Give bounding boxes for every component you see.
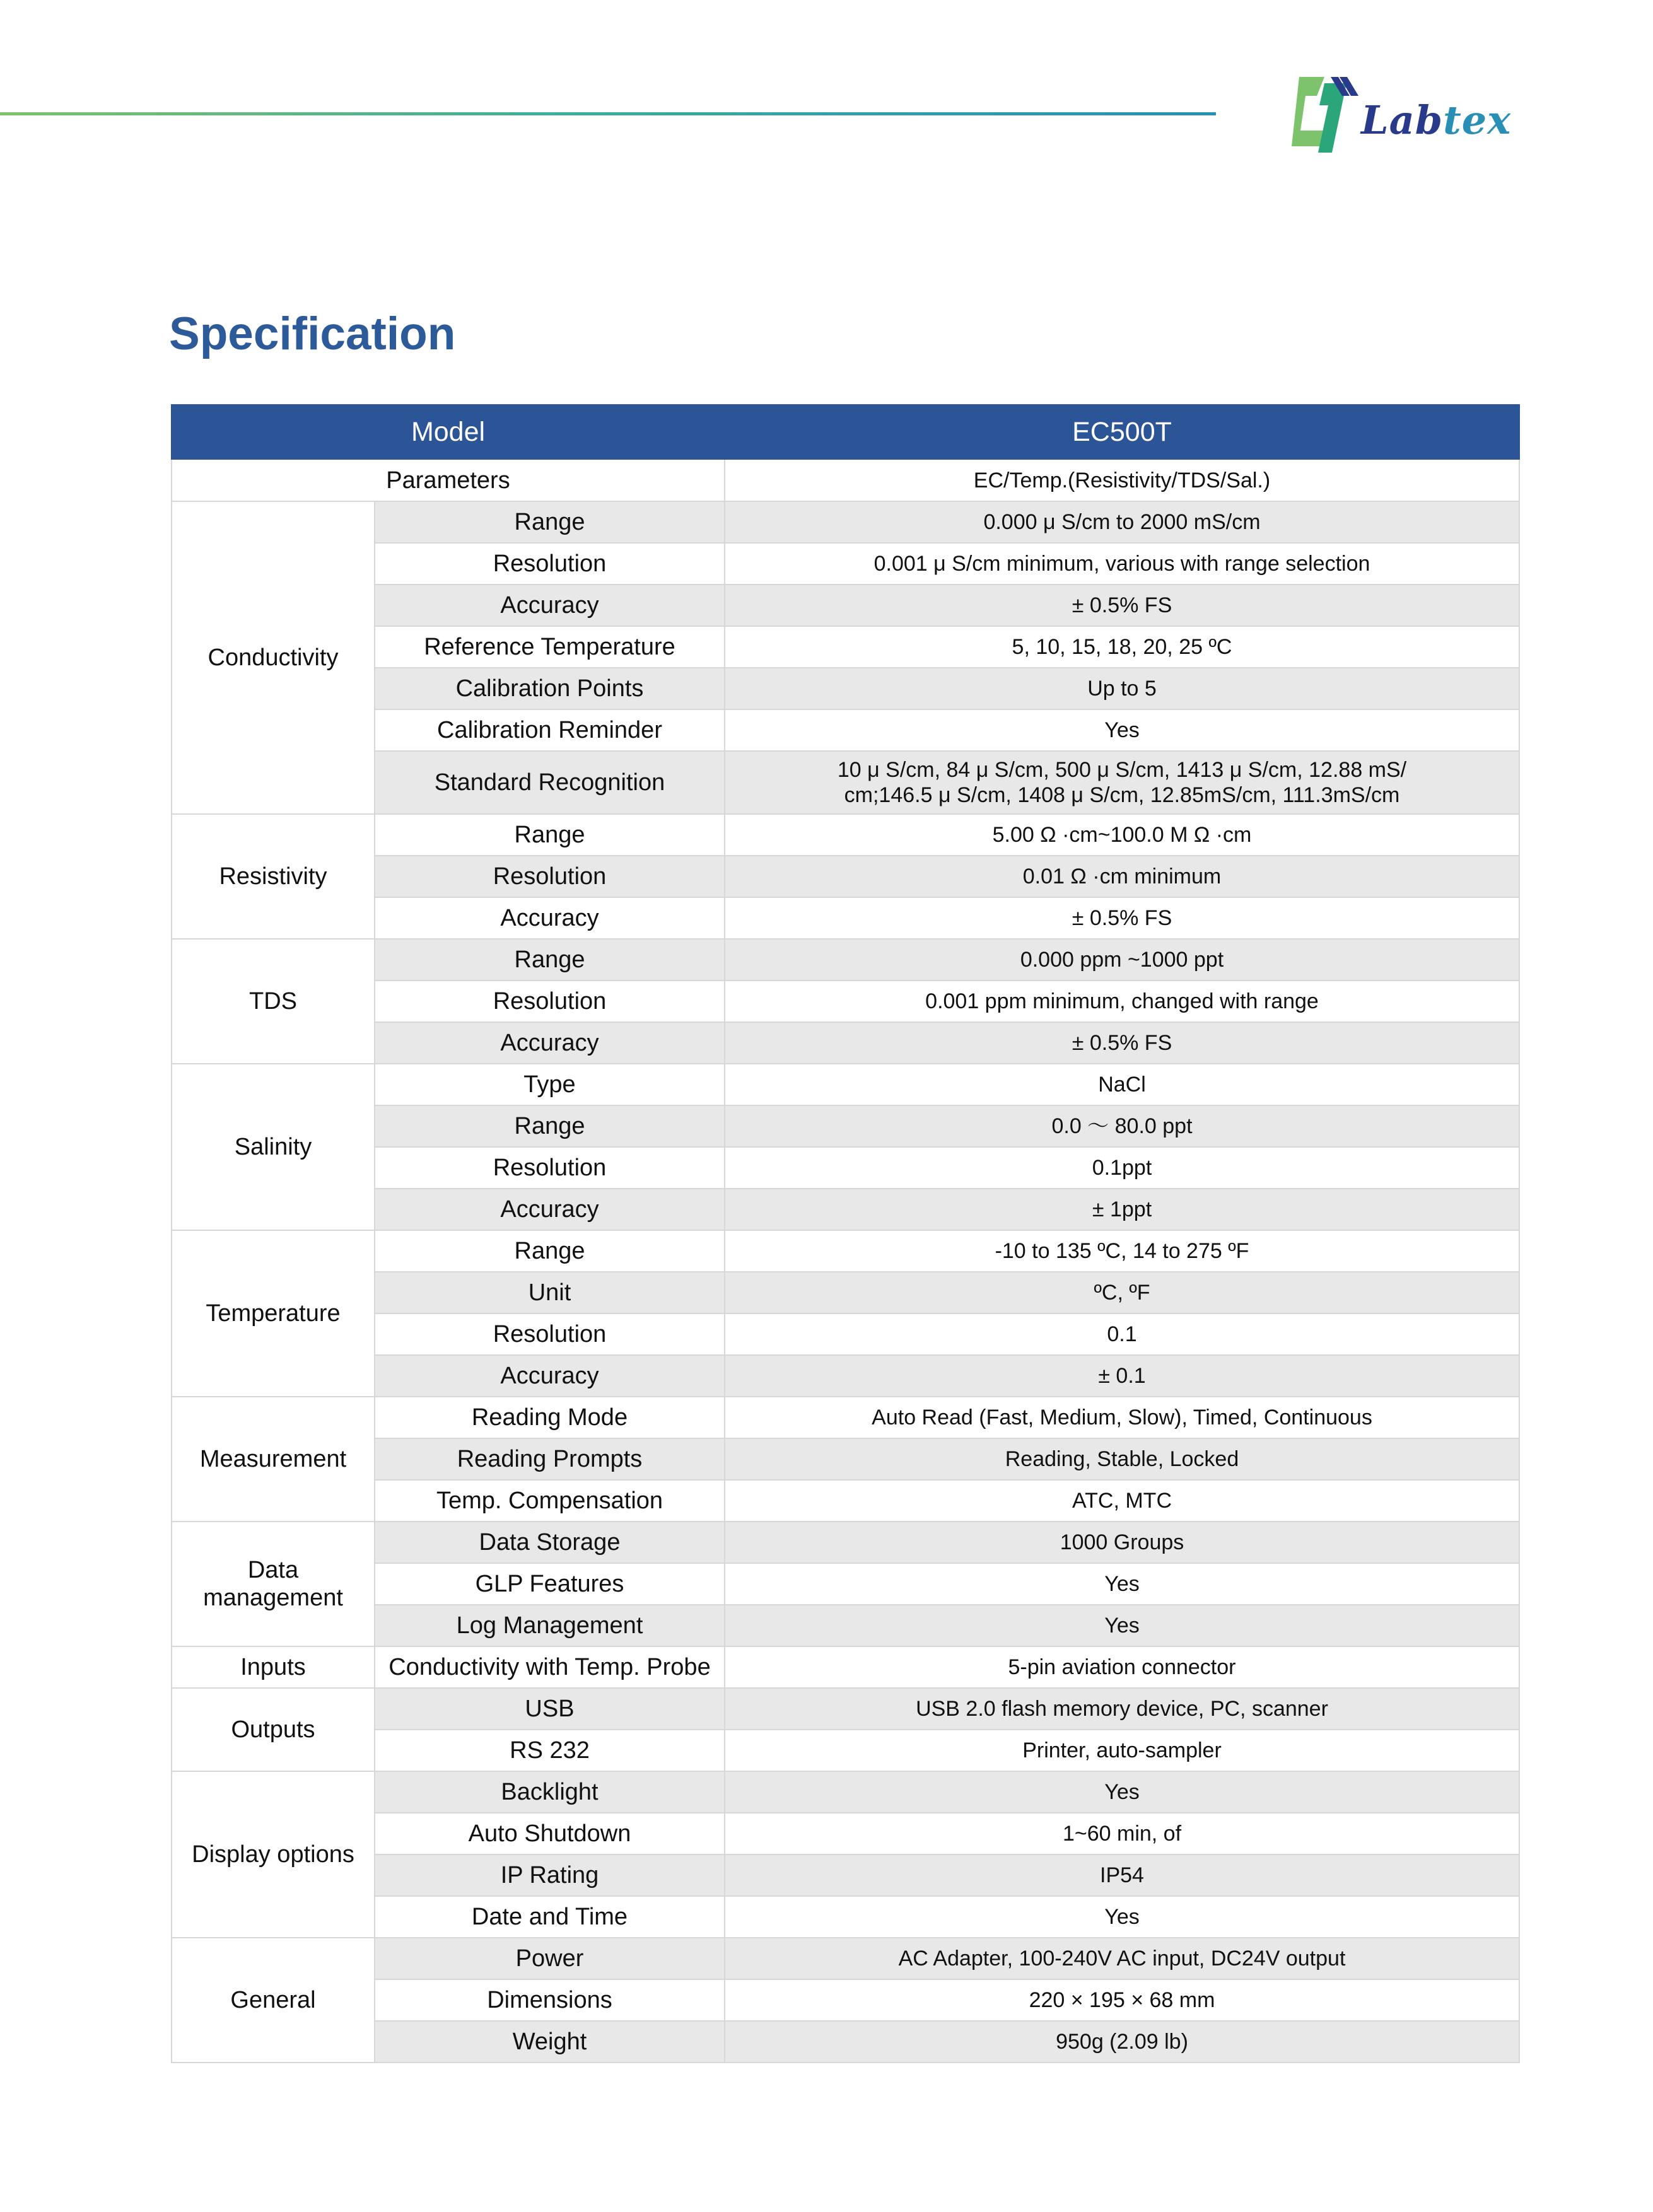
logo-wordmark-part2: tex [1443, 97, 1512, 143]
value-cell: ± 0.1 [725, 1355, 1519, 1397]
category-cell: Data management [172, 1522, 375, 1646]
value-cell: 5, 10, 15, 18, 20, 25 ºC [725, 626, 1519, 668]
specification-table-body [172, 459, 1519, 2063]
parameter-cell: IP Rating [375, 1854, 725, 1896]
value-cell: 0.0 ～ 80.0 ppt [725, 1105, 1519, 1147]
value-cell: 0.000 ppm ~1000 ppt [725, 939, 1519, 981]
value-cell: 1~60 min, of [725, 1813, 1519, 1854]
value-cell: IP54 [725, 1854, 1519, 1896]
category-cell: Temperature [172, 1230, 375, 1397]
parameter-cell: Range [375, 939, 725, 981]
header-model-label: Model [172, 405, 725, 459]
value-cell: 1000 Groups [725, 1522, 1519, 1563]
parameter-cell: Date and Time [375, 1896, 725, 1938]
value-cell: 5-pin aviation connector [725, 1646, 1519, 1688]
value-cell: 0.01 Ω ·cm minimum [725, 856, 1519, 897]
parameters-value: EC/Temp.(Resistivity/TDS/Sal.) [725, 459, 1519, 501]
header-model-value: EC500T [725, 405, 1519, 459]
value-cell: Yes [725, 709, 1519, 751]
parameter-cell: Accuracy [375, 585, 725, 626]
value-cell: 5.00 Ω ·cm~100.0 M Ω ·cm [725, 814, 1519, 856]
parameter-cell: Accuracy [375, 1355, 725, 1397]
category-cell: TDS [172, 939, 375, 1064]
parameter-cell: Unit [375, 1272, 725, 1313]
parameter-cell: Resolution [375, 856, 725, 897]
parameter-cell: Weight [375, 2021, 725, 2063]
category-cell: General [172, 1938, 375, 2063]
value-line: cm;146.5 μ S/cm, 1408 μ S/cm, 12.85mS/cm, 111.3mS/cm [844, 783, 1400, 807]
value-cell: 0.001 ppm minimum, changed with range [725, 981, 1519, 1022]
value-cell: 950g (2.09 lb) [725, 2021, 1519, 2063]
parameters-row [172, 459, 1519, 501]
parameter-cell: Dimensions [375, 1979, 725, 2021]
value-cell: ATC, MTC [725, 1480, 1519, 1522]
parameter-cell: GLP Features [375, 1563, 725, 1605]
value-cell: 220 × 195 × 68 mm [725, 1979, 1519, 2021]
value-cell: ± 1ppt [725, 1189, 1519, 1230]
parameter-cell: Range [375, 1230, 725, 1272]
parameter-cell: Reference Temperature [375, 626, 725, 668]
value-cell: 0.000 μ S/cm to 2000 mS/cm [725, 501, 1519, 543]
category-cell: Outputs [172, 1688, 375, 1771]
value-cell: AC Adapter, 100-240V AC input, DC24V output [725, 1938, 1519, 1979]
value-cell: Yes [725, 1605, 1519, 1646]
value-cell: Yes [725, 1771, 1519, 1813]
parameter-cell: Range [375, 501, 725, 543]
page-title: Specification [169, 308, 456, 359]
parameter-cell: Reading Prompts [375, 1438, 725, 1480]
value-line: 10 μ S/cm, 84 μ S/cm, 500 μ S/cm, 1413 μ S/cm, 12.88 mS/ [837, 758, 1407, 782]
labtex-logo-icon [1287, 71, 1362, 159]
table-header-row [172, 405, 1519, 459]
value-cell: ± 0.5% FS [725, 897, 1519, 939]
value-cell: Yes [725, 1563, 1519, 1605]
category-cell: Display options [172, 1771, 375, 1938]
value-cell: ± 0.5% FS [725, 1022, 1519, 1064]
logo-wordmark [1361, 97, 1511, 143]
category-cell: Inputs [172, 1646, 375, 1688]
parameter-cell: Accuracy [375, 1189, 725, 1230]
header-divider-line [0, 112, 1216, 115]
specification-table [171, 404, 1520, 2063]
table-row [172, 1646, 1519, 1688]
value-cell [725, 751, 1519, 814]
parameter-cell: Backlight [375, 1771, 725, 1813]
parameter-cell: USB [375, 1688, 725, 1730]
logo-wordmark-part1: Lab [1361, 97, 1444, 143]
category-cell: Resistivity [172, 814, 375, 939]
table-row [172, 1771, 1519, 1813]
parameter-cell: Calibration Points [375, 668, 725, 709]
parameter-cell: Accuracy [375, 1022, 725, 1064]
parameter-cell: Conductivity with Temp. Probe [375, 1646, 725, 1688]
parameter-cell: Range [375, 814, 725, 856]
parameter-cell: Auto Shutdown [375, 1813, 725, 1854]
parameter-cell: Temp. Compensation [375, 1480, 725, 1522]
value-cell: Printer, auto-sampler [725, 1730, 1519, 1771]
table-row [172, 1938, 1519, 1979]
value-cell: -10 to 135 ºC, 14 to 275 ºF [725, 1230, 1519, 1272]
parameter-cell: Calibration Reminder [375, 709, 725, 751]
parameter-cell: RS 232 [375, 1730, 725, 1771]
category-cell: Conductivity [172, 501, 375, 814]
value-cell: ± 0.5% FS [725, 585, 1519, 626]
parameter-cell: Type [375, 1064, 725, 1105]
value-cell: NaCl [725, 1064, 1519, 1105]
value-cell: Up to 5 [725, 668, 1519, 709]
value-cell: ºC, ºF [725, 1272, 1519, 1313]
table-row [172, 1397, 1519, 1438]
value-cell: 0.1 [725, 1313, 1519, 1355]
value-cell: Auto Read (Fast, Medium, Slow), Timed, Continuous [725, 1397, 1519, 1438]
table-row [172, 939, 1519, 981]
parameter-cell: Resolution [375, 1147, 725, 1189]
parameter-cell: Log Management [375, 1605, 725, 1646]
value-cell: 0.001 μ S/cm minimum, various with range selection [725, 543, 1519, 585]
table-row [172, 1522, 1519, 1563]
value-cell: USB 2.0 flash memory device, PC, scanner [725, 1688, 1519, 1730]
parameter-cell: Data Storage [375, 1522, 725, 1563]
parameter-cell: Power [375, 1938, 725, 1979]
value-cell: Yes [725, 1896, 1519, 1938]
parameters-label: Parameters [172, 459, 725, 501]
table-row [172, 1064, 1519, 1105]
value-cell: Reading, Stable, Locked [725, 1438, 1519, 1480]
table-row [172, 501, 1519, 543]
parameter-cell: Standard Recognition [375, 751, 725, 814]
labtex-logo [1287, 71, 1526, 159]
parameter-cell: Resolution [375, 1313, 725, 1355]
parameter-cell: Range [375, 1105, 725, 1147]
parameter-cell: Reading Mode [375, 1397, 725, 1438]
parameter-cell: Accuracy [375, 897, 725, 939]
parameter-cell: Resolution [375, 543, 725, 585]
table-row [172, 1230, 1519, 1272]
table-row [172, 814, 1519, 856]
category-cell: Measurement [172, 1397, 375, 1522]
category-cell: Salinity [172, 1064, 375, 1230]
value-cell: 0.1ppt [725, 1147, 1519, 1189]
table-row [172, 1688, 1519, 1730]
parameter-cell: Resolution [375, 981, 725, 1022]
